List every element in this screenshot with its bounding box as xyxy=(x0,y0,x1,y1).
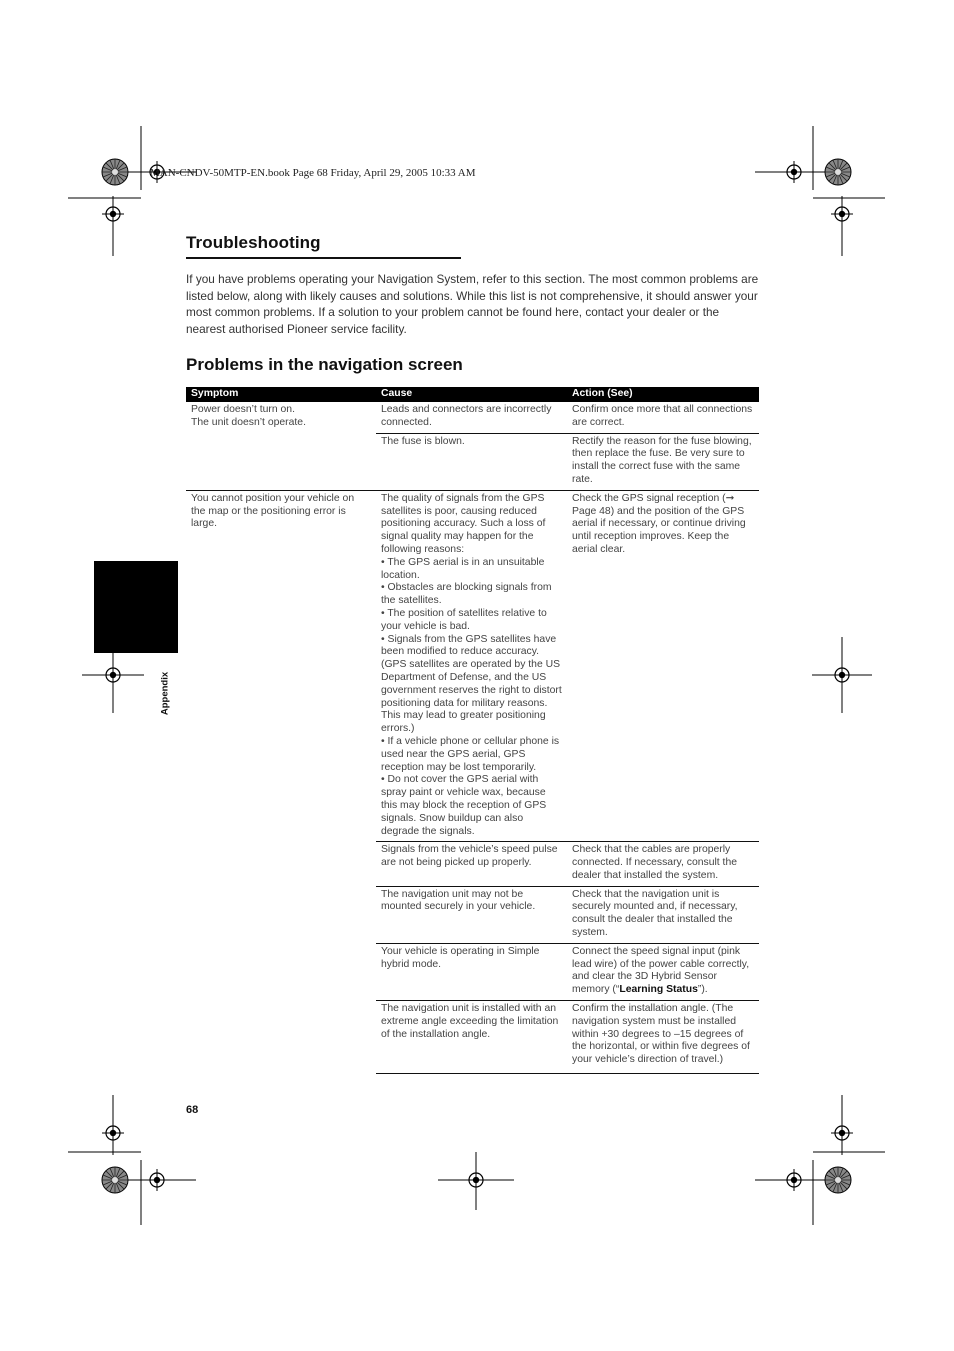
intro-paragraph: If you have problems operating your Navigation System, refer to this section. The most common problems are listed below, along with likely causes and solutions. While this list is not comprehensive, it should answer your most common problems. If a solution to your problem cannot be found here, contact your dealer or the nearest authorised Pioneer service facility. xyxy=(186,272,759,336)
cause-cell: Leads and connectors are incorrectly connected. xyxy=(376,402,567,433)
table-header-row xyxy=(186,387,759,402)
cause-cell: The fuse is blown. xyxy=(376,433,567,490)
symptom-line: The unit doesn’t operate. xyxy=(191,416,306,428)
action-cell: Check that the cables are properly connected. If necessary, consult the dealer that installed the system. xyxy=(567,842,759,886)
table-row xyxy=(186,402,759,433)
cause-cell: Your vehicle is operating in Simple hybrid mode. xyxy=(376,943,567,1000)
cause-line: The quality of signals from the GPS satellites is poor, causing reduced positioning accuracy. Such a loss of signal quality may happen for the following reasons: xyxy=(381,492,546,555)
symptom-line: Power doesn’t turn on. xyxy=(191,404,295,415)
action-cell: Check the GPS signal reception (➞ Page 48) and the position of the GPS aerial if necessary, or continue driving until reception improves. Keep the aerial clear. xyxy=(567,490,759,842)
action-cell: Rectify the reason for the fuse blowing, then replace the fuse. Be very sure to install the correct fuse with the same rate. xyxy=(567,433,759,490)
cause-cell xyxy=(376,490,567,842)
cause-cell: The navigation unit may not be mounted securely in your vehicle. xyxy=(376,886,567,943)
page-number: 68 xyxy=(186,1104,199,1116)
cause-bullet: • Obstacles are blocking signals from the satellites. xyxy=(381,582,552,607)
symptom-cell xyxy=(186,402,376,490)
header-cause: Cause xyxy=(376,387,567,402)
section-side-tab xyxy=(94,561,178,653)
file-header: MAN-CNDV-50MTP-EN.book Page 68 Friday, April 29, 2005 10:33 AM xyxy=(150,167,476,179)
header-symptom: Symptom xyxy=(186,387,376,402)
table-row xyxy=(186,490,759,842)
action-cell: Confirm the installation angle. (The navigation system must be installed within +30 degrees to –15 degrees of the horizontal, or within five degrees of your vehicle’s direction of travel.) xyxy=(567,1001,759,1074)
cause-bullet: • Do not cover the GPS aerial with spray paint or vehicle wax, because this may block the reception of GPS signals. Snow buildup can also degrade the signals. xyxy=(381,774,547,837)
cause-bullet: • Signals from the GPS satellites have been modified to reduce accuracy. (GPS satellites are operated by the US Department of Defense, and the US government reserves the right to distort positioning data for military reasons. This may lead to greater positioning errors.) xyxy=(381,633,562,735)
cause-bullet: • The GPS aerial is in an unsuitable location. xyxy=(381,556,545,581)
troubleshooting-table xyxy=(186,387,759,1074)
cause-bullet: • The position of satellites relative to your vehicle is bad. xyxy=(381,607,547,632)
action-text: Connect the speed signal input (pink lead wire) of the power cable correctly, and clear the 3D Hybrid Sensor memory (“ xyxy=(572,945,750,996)
action-cell xyxy=(567,943,759,1000)
cause-cell: The navigation unit is installed with an extreme angle exceeding the limitation of the installation angle. xyxy=(376,1001,567,1074)
action-cell: Check that the navigation unit is securely mounted and, if necessary, consult the dealer that installed the system. xyxy=(567,886,759,943)
symptom-cell xyxy=(186,490,376,1073)
section-title-rule xyxy=(186,257,461,259)
section-title: Troubleshooting xyxy=(186,233,321,252)
header-action: Action (See) xyxy=(567,387,759,402)
subsection-title: Problems in the navigation screen xyxy=(186,355,463,374)
action-cell: Confirm once more that all connections are correct. xyxy=(567,402,759,433)
learning-status-term: Learning Status xyxy=(619,984,698,996)
cause-cell: Signals from the vehicle’s speed pulse are not being picked up properly. xyxy=(376,842,567,886)
appendix-side-label: Appendix xyxy=(159,671,171,716)
cause-bullet: • If a vehicle phone or cellular phone is used near the GPS aerial, GPS reception may be lost temporarily. xyxy=(381,735,560,773)
symptom-line: You cannot position your vehicle on the map or the positioning error is large. xyxy=(191,492,355,530)
action-text: ”). xyxy=(697,984,708,996)
